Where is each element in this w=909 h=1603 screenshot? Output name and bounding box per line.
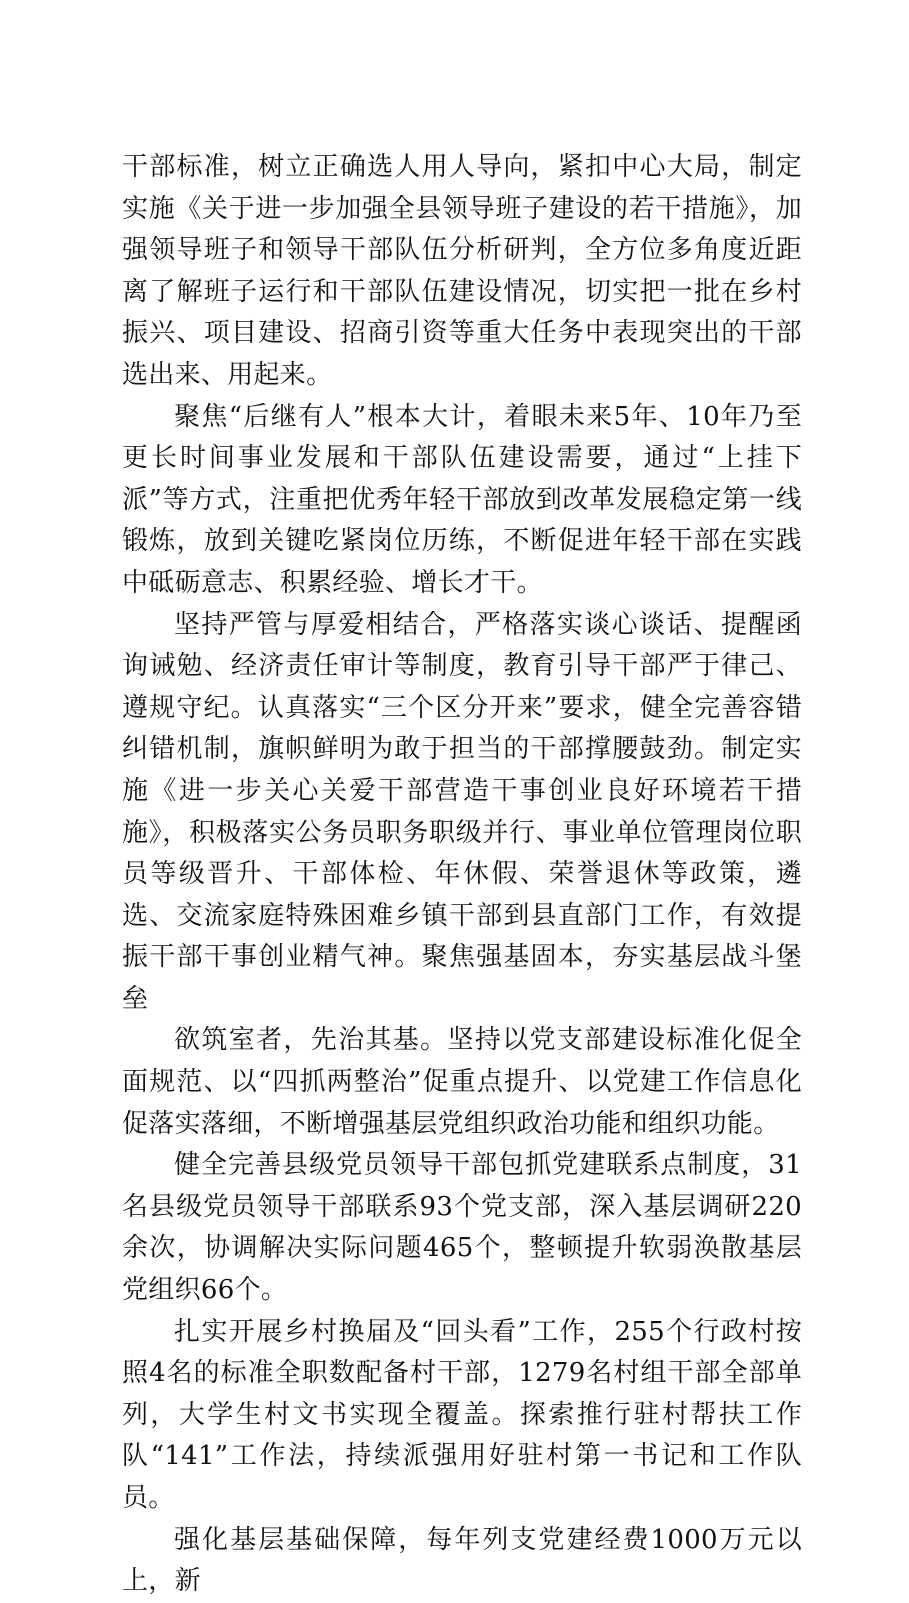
paragraph-1: 干部标准，树立正确选人用人导向，紧扣中心大局，制定实施《关于进一步加强全县领导班子建设的若干措施》，加强领导班子和领导干部队伍分析研判，全方位多角度近距离了解班子运行和干部队伍建设情况，切实把一批在乡村振兴、项目建设、招商引资等重大任务中表现突出的干部选出来、用起来。 [122, 152, 802, 390]
paragraph-6: 扎实开展乡村换届及“回头看”工作，255个行政村按照4名的标准全职数配备村干部，1279名村组干部全部单列，大学生村文书实现全覆盖。探索推行驻村帮扶工作队“141”工作法，持续派强用好驻村第一书记和工作队员。 [122, 1316, 802, 1513]
paragraph-4: 欲筑室者，先治其基。坚持以党支部建设标准化促全面规范、以“四抓两整治”促重点提升、以党建工作信息化促落实落细，不断增强基层党组织政治功能和组织功能。 [122, 1025, 802, 1139]
paragraph-2: 聚焦“后继有人”根本大计，着眼未来5年、10年乃至更长时间事业发展和干部队伍建设需要，通过“上挂下派”等方式，注重把优秀年轻干部放到改革发展稳定第一线锻炼，放到关键吃紧岗位历练，不断促进年轻干部在实践中砥砺意志、积累经验、增长才干。 [122, 401, 802, 598]
paragraph-5: 健全完善县级党员领导干部包抓党建联系点制度，31名县级党员领导干部联系93个党支部，深入基层调研220余次，协调解决实际问题465个，整顿提升软弱涣散基层党组织66个。 [122, 1150, 802, 1306]
paragraph-3: 坚持严管与厚爱相结合，严格落实谈心谈话、提醒函询诫勉、经济责任审计等制度，教育引导干部严于律己、遵规守纪。认真落实“三个区分开来”要求，健全完善容错纠错机制，旗帜鲜明为敢于担当的干部撑腰鼓劲。制定实施《进一步关心关爱干部营造干事创业良好环境若干措施》，积极落实公务员职务职级并行、事业单位管理岗位职员等级晋升、干部体检、年休假、荣誉退休等政策，遴选、交流家庭特殊困难乡镇干部到县直部门工作，有效提振干部干事创业精气神。聚焦强基固本，夯实基层战斗堡垒 [122, 609, 802, 1014]
paragraph-7: 强化基层基础保障，每年列支党建经费1000万元以上，新 [122, 1524, 802, 1597]
document-body [122, 147, 802, 1603]
